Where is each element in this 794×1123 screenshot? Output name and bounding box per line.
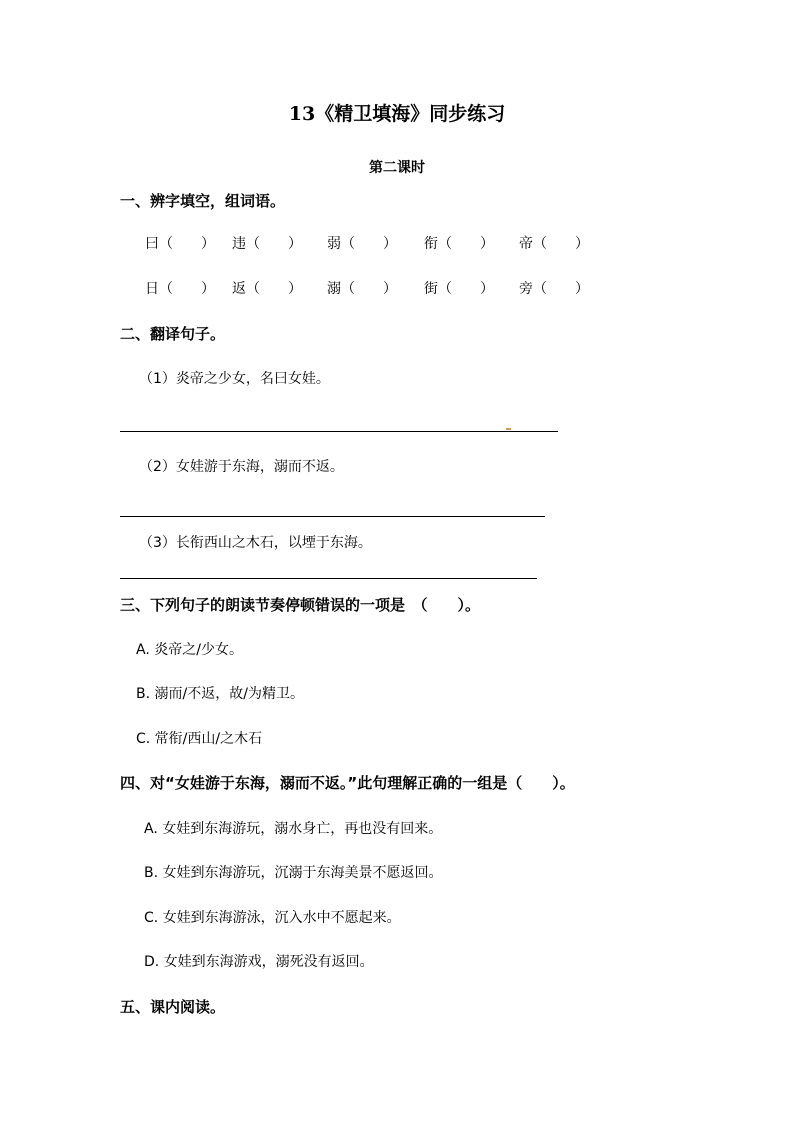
section-2-heading: 二、翻译句子。 xyxy=(120,325,226,343)
char-fill-item: 日（ ） xyxy=(145,281,215,297)
option-c: C. 女娃到东海游泳，沉入水中不愿起来。 xyxy=(144,910,401,926)
char-fill-item: 曰（ ） xyxy=(145,236,215,252)
option-c: C. 常衔/西山/之木石 xyxy=(136,731,263,747)
translation-item-1: （1）炎帝之少女，名曰女娃。 xyxy=(139,371,330,387)
section-4-heading: 四、对“女娃游于东海，溺而不返。”此句理解正确的一组是（ ）。 xyxy=(120,774,575,792)
translation-item-2: （2）女娃游于东海，溺而不返。 xyxy=(139,459,344,475)
char-fill-item: 衔（ ） xyxy=(424,236,494,252)
option-b: B. 女娃到东海游玩，沉溺于东海美景不愿返回。 xyxy=(144,865,443,881)
page-title: 13《精卫填海》同步练习 xyxy=(288,103,506,125)
answer-line-2[interactable] xyxy=(120,516,545,517)
char-fill-item: 溺（ ） xyxy=(327,281,397,297)
option-b: B. 溺而/不返，故/为精卫。 xyxy=(136,686,304,702)
char-fill-item: 街（ ） xyxy=(424,281,494,297)
page-subtitle: 第二课时 xyxy=(369,160,425,176)
char-fill-item: 违（ ） xyxy=(232,236,302,252)
option-a: A. 女娃到东海游玩，溺水身亡，再也没有回来。 xyxy=(144,821,443,837)
translation-item-3: （3）长衔西山之木石，以堙于东海。 xyxy=(139,535,372,551)
stray-mark xyxy=(506,428,511,430)
answer-line-1[interactable] xyxy=(120,431,558,432)
section-3-heading: 三、下列句子的朗读节奏停顿错误的一项是 （ ）。 xyxy=(120,596,481,614)
char-fill-item: 帝（ ） xyxy=(519,236,589,252)
char-fill-item: 弱（ ） xyxy=(327,236,397,252)
char-fill-item: 返（ ） xyxy=(232,281,302,297)
section-1-heading: 一、辨字填空，组词语。 xyxy=(120,192,286,210)
char-fill-item: 旁（ ） xyxy=(519,281,589,297)
section-5-heading: 五、课内阅读。 xyxy=(120,998,226,1016)
answer-line-3[interactable] xyxy=(120,578,537,579)
option-d: D. 女娃到东海游戏，溺死没有返回。 xyxy=(144,954,374,970)
option-a: A. 炎帝之/少女。 xyxy=(136,642,243,658)
